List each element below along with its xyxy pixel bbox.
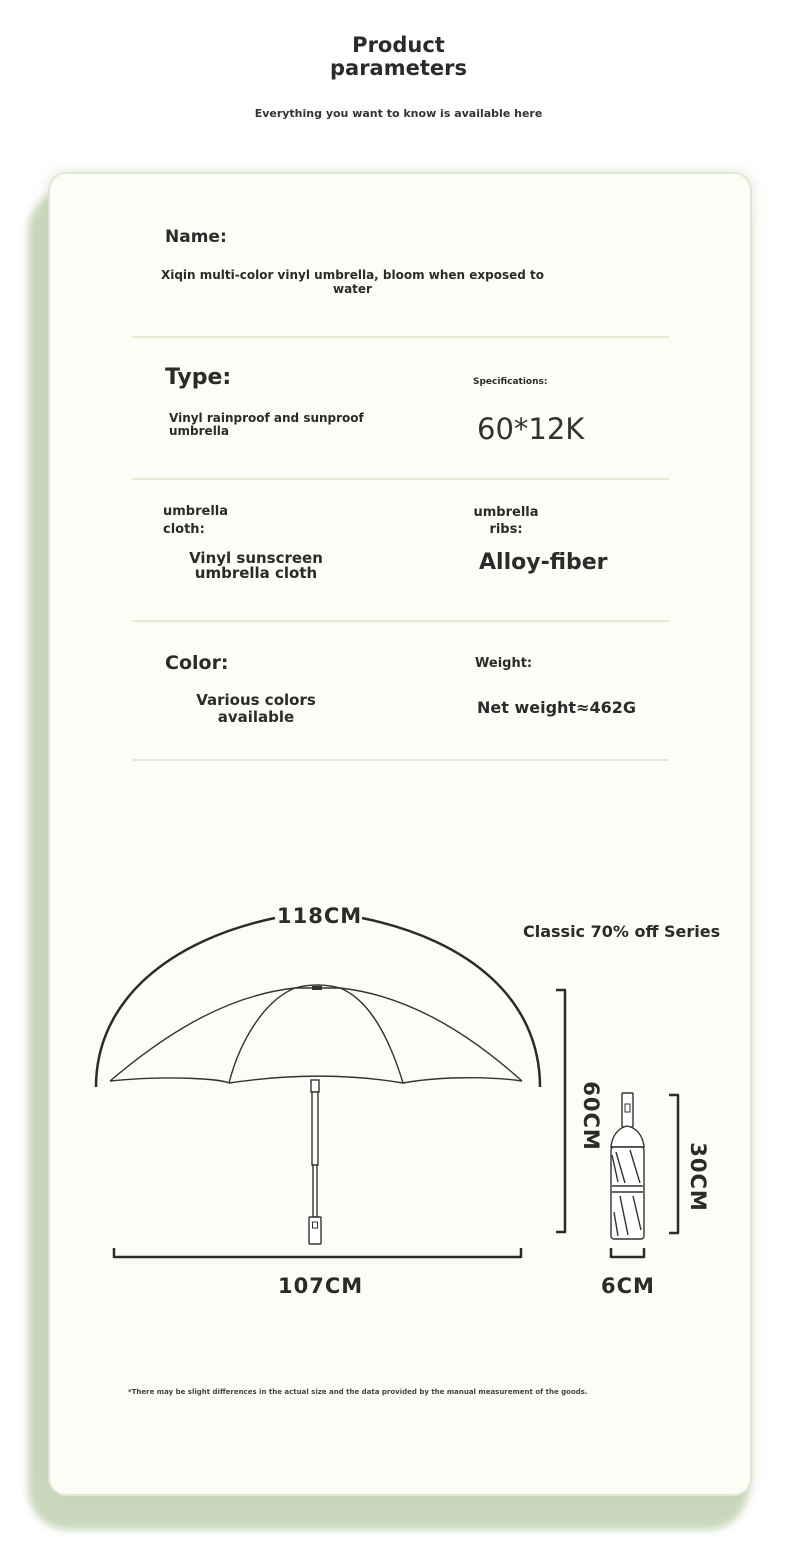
name-label: Name:: [165, 227, 227, 247]
type-label: Type:: [165, 365, 232, 390]
title-line-2: parameters: [330, 56, 467, 80]
ribs-label-line-2: ribs:: [489, 522, 523, 537]
cloth-value-line-1: Vinyl sunscreen: [189, 549, 323, 567]
cloth-label-line-1: umbrella: [163, 504, 229, 519]
title-line-1: Product: [352, 33, 445, 57]
type-value-line-1: Vinyl rainproof and sunproof: [169, 411, 364, 425]
name-value-line-1: Xiqin multi-color vinyl umbrella, bloom when exposed to: [160, 268, 545, 282]
page-subtitle: Everything you want to know is available here: [254, 107, 543, 120]
open-width-label: 107CM: [278, 1274, 364, 1298]
ribs-value: Alloy-fiber: [479, 550, 608, 575]
folded-width-bracket: [611, 1248, 644, 1258]
cloth-label-line-2: cloth:: [163, 522, 205, 537]
arc-length-line: [96, 918, 540, 1087]
folded-umbrella-icon: [611, 1093, 644, 1239]
type-value-line-2: umbrella: [169, 424, 230, 438]
footnote: *There may be slight differences in the actual size and the data provided by the manual measurement of the goods.: [128, 1388, 588, 1396]
color-value-line-2: available: [217, 708, 295, 726]
open-width-bracket: [114, 1248, 521, 1258]
open-umbrella-icon: [110, 985, 522, 1244]
ribs-label-line-1: umbrella: [473, 505, 539, 520]
folded-length-label: 30CM: [686, 1142, 710, 1212]
folded-width-label: 6CM: [601, 1274, 655, 1298]
color-label: Color:: [165, 652, 229, 674]
series-label: Classic 70% off Series: [523, 922, 721, 941]
open-height-bracket: [556, 990, 566, 1232]
arc-length-label: 118CM: [277, 904, 363, 928]
color-value-line-1: Various colors: [196, 691, 316, 709]
specifications-label: Specifications:: [473, 377, 548, 387]
weight-label: Weight:: [475, 656, 533, 671]
specifications-value: 60*12K: [477, 412, 585, 446]
cloth-value-line-2: umbrella cloth: [194, 564, 318, 582]
open-height-label: 60CM: [579, 1081, 603, 1151]
weight-value: Net weight≈462G: [477, 698, 637, 717]
folded-length-bracket: [669, 1095, 679, 1233]
name-value-line-2: water: [333, 282, 372, 296]
